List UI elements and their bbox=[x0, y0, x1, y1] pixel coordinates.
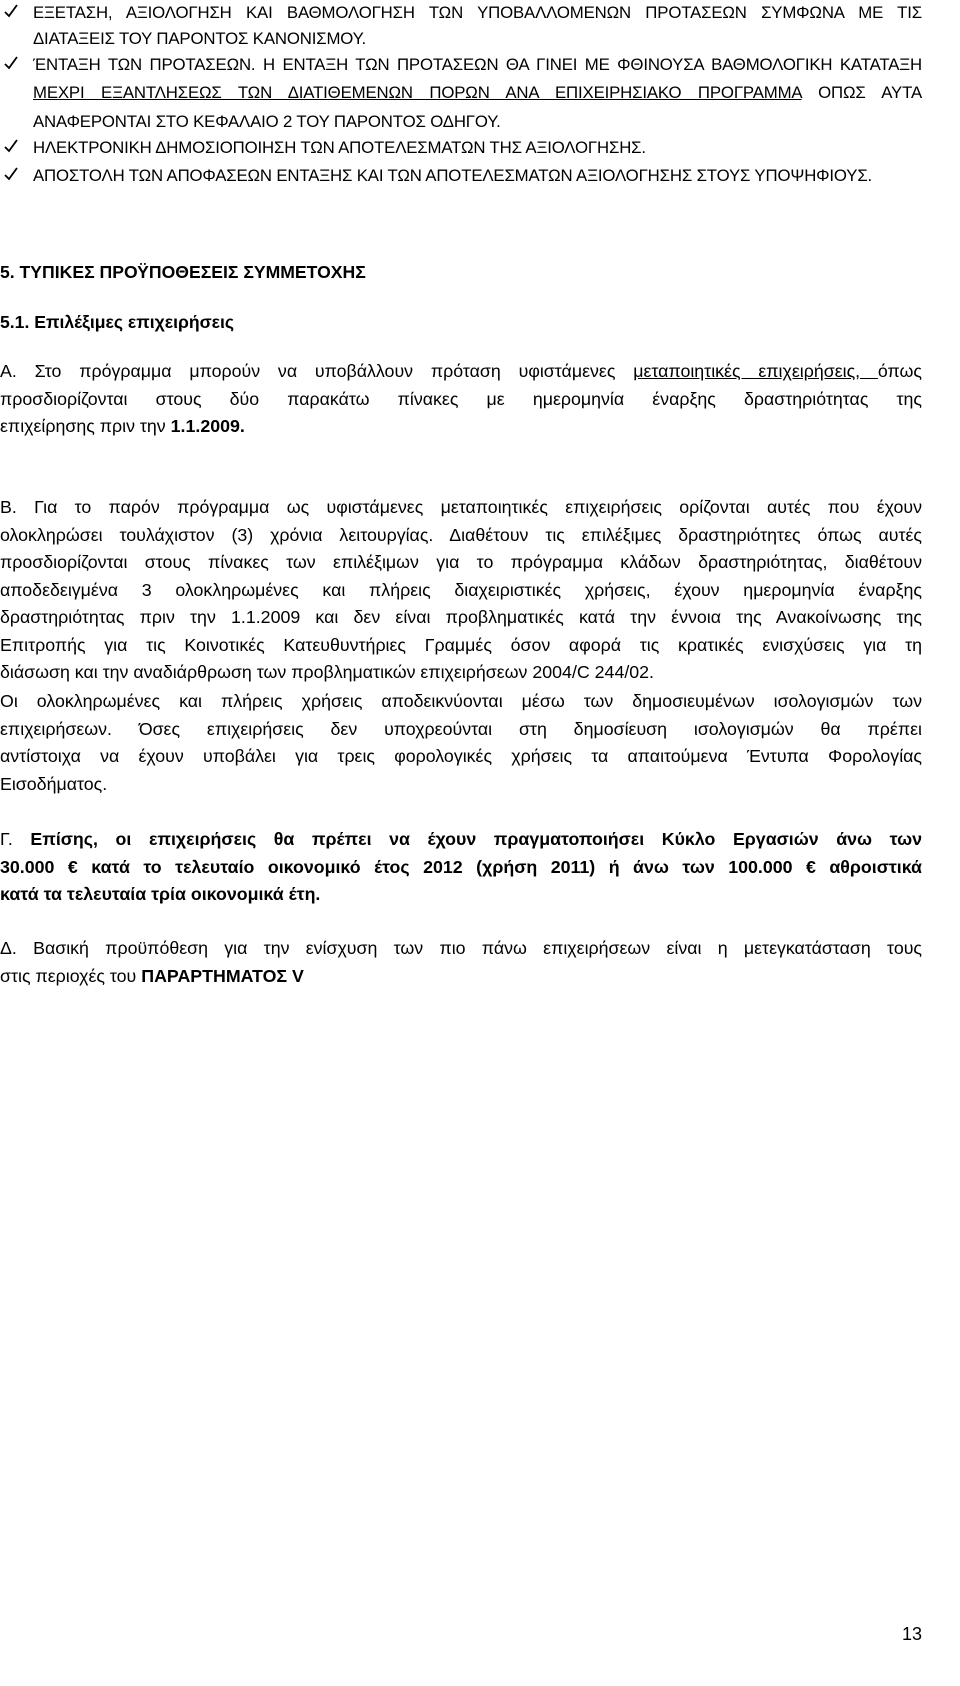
paragraph-line: Επιτροπής για τις Κοινοτικές Κατευθυντήριες Γραμμές όσον αφορά τις κρατικές ενισχύσεις για τη bbox=[0, 634, 922, 655]
bullet-text: ΑΠΟΣΤΟΛΗ ΤΩΝ ΑΠΟΦΑΣΕΩΝ ΕΝΤΑΞΗΣ ΚΑΙ ΤΩΝ ΑΠΟΤΕΛΕΣΜΑΤΩΝ ΑΞΙΟΛΟΓΗΣΗΣ ΣΤΟΥΣ ΥΠΟΨΗΦΙΟΥΣ. bbox=[33, 166, 873, 185]
paragraph-line: Δ. Βασική προϋπόθεση για την ενίσχυση των πιο πάνω επιχειρήσεων είναι η μετεγκατάσταση τους bbox=[0, 938, 922, 958]
paragraph-line: δραστηριότητας πριν την 1.1.2009 και δεν είναι προβληματικές κατά την έννοια της Ανακοίνωσης της bbox=[0, 607, 922, 627]
checkmark-icon bbox=[3, 3, 19, 19]
bold-date: 1.1.2009. bbox=[170, 416, 245, 436]
paragraph-line: Β. Για το παρόν πρόγραμμα ως υφιστάμενες μεταποιητικές επιχειρήσεις ορίζονται αυτές που έχουν bbox=[0, 497, 922, 517]
paragraph-line bbox=[0, 963, 922, 991]
text-run: όπως bbox=[877, 361, 922, 381]
bullet-text bbox=[33, 82, 922, 104]
paragraph-line: διάσωση και την αναδιάρθρωση των προβληματικών επιχειρήσεων 2004/C 244/02. bbox=[0, 662, 654, 682]
checkmark-icon bbox=[3, 55, 19, 71]
paragraph-line: κατά τα τελευταία τρία οικονομικά έτη. bbox=[0, 884, 321, 904]
underlined-text: ΜΕΧΡΙ ΕΞΑΝΤΛΗΣΕΩΣ ΤΩΝ ΔΙΑΤΙΘΕΜΕΝΩΝ ΠΟΡΩΝ ΑΝΑ ΕΠΙΧΕΙΡΗΣΙΑΚΟ ΠΡΟΓΡΑΜΜΑ bbox=[33, 83, 802, 102]
subsection-heading: 5.1. Επιλέξιμες επιχειρήσεις bbox=[0, 312, 235, 332]
section-heading: 5. ΤΥΠΙΚΕΣ ΠΡΟΫΠΟΘΕΣΕΙΣ ΣΥΜΜΕΤΟΧΗΣ bbox=[0, 262, 366, 282]
paragraph-line: προσδιορίζονται στους πίνακες των επιλέξιμων για το πρόγραμμα κλάδων δραστηριότητας, διαθέτουν bbox=[0, 552, 922, 572]
checkmark-icon bbox=[3, 166, 19, 182]
paragraph-line: προσδιορίζονται στους δύο παρακάτω πίνακες με ημερομηνία έναρξης δραστηριότητας της bbox=[0, 388, 922, 409]
paragraph-line bbox=[0, 826, 922, 854]
bold-text: ΠΑΡΑΡΤΗΜΑΤΟΣ V bbox=[141, 965, 304, 986]
bullet-text: ΑΝΑΦΕΡΟΝΤΑΙ ΣΤΟ ΚΕΦΑΛΑΙΟ 2 ΤΟΥ ΠΑΡΟΝΤΟΣ ΟΔΗΓΟΥ. bbox=[33, 112, 501, 131]
underlined-text: μεταποιητικές επιχειρήσεις, bbox=[633, 361, 878, 381]
paragraph-line: αντίστοιχα να έχουν υποβάλει για τρεις φορολογικές χρήσεις τα απαιτούμενα Έντυπα Φορολογίας bbox=[0, 746, 922, 766]
paragraph-line: 30.000 € κατά το τελευταίο οικονομικό έτος 2012 (χρήση 2011) ή άνω των 100.000 € αθροιστικά bbox=[0, 856, 922, 877]
paragraph-a bbox=[0, 358, 922, 441]
page-number: 13 bbox=[901, 1624, 922, 1644]
bullet-text-rest: ΟΠΩΣ ΑΥΤΑ bbox=[801, 83, 922, 102]
paragraph-line: επιχειρήσεων. Όσες επιχειρήσεις δεν υποχρεούνται στη δημοσίευση ισολογισμών θα πρέπει bbox=[0, 718, 922, 739]
bullet-text: ΔΙΑΤΑΞΕΙΣ ΤΟΥ ΠΑΡΟΝΤΟΣ ΚΑΝΟΝΙΣΜΟΥ. bbox=[33, 29, 367, 48]
bullet-text: ΈΝΤΑΞΗ ΤΩΝ ΠΡΟΤΑΣΕΩΝ. Η ΕΝΤΑΞΗ ΤΩΝ ΠΡΟΤΑΣΕΩΝ ΘΑ ΓΙΝΕΙ ΜΕ ΦΘΙΝΟΥΣΑ ΒΑΘΜΟΛΟΓΙΚΗ ΚΑΤΑΤΑΞΗ bbox=[33, 55, 922, 74]
text-run: Γ. bbox=[0, 829, 31, 849]
bullet-text: ΗΛΕΚΤΡΟΝΙΚΗ ΔΗΜΟΣΙΟΠΟΙΗΣΗ ΤΩΝ ΑΠΟΤΕΛΕΣΜΑΤΩΝ ΤΗΣ ΑΞΙΟΛΟΓΗΣΗΣ. bbox=[33, 138, 646, 157]
text-run: επιχείρησης πριν την bbox=[0, 416, 171, 436]
text-run: Α. Στο πρόγραμμα μπορούν να υποβάλλουν πρόταση υφιστάμενες bbox=[0, 361, 634, 381]
bullet-text: ΕΞΕΤΑΣΗ, ΑΞΙΟΛΟΓΗΣΗ ΚΑΙ ΒΑΘΜΟΛΟΓΗΣΗ ΤΩΝ ΥΠΟΒΑΛΛΟΜΕΝΩΝ ΠΡΟΤΑΣΕΩΝ ΣΥΜΦΩΝΑ ΜΕ ΤΙΣ bbox=[33, 3, 922, 22]
paragraph-d bbox=[0, 826, 922, 909]
paragraph-line: Εισοδήματος. bbox=[0, 773, 108, 794]
paragraph-line: Οι ολοκληρωμένες και πλήρεις χρήσεις αποδεικνύονται μέσω των δημοσιευμένων ισολογισμών των bbox=[0, 691, 922, 711]
paragraph-line bbox=[0, 358, 922, 386]
checkmark-icon bbox=[3, 138, 19, 154]
bold-text: Επίσης, οι επιχειρήσεις θα πρέπει να έχουν πραγματοποιήσει Κύκλο Εργασιών άνω των bbox=[30, 829, 922, 849]
paragraph-c bbox=[0, 688, 922, 798]
text-run: στις περιοχές του bbox=[0, 965, 142, 986]
paragraph-line: αποδεδειγμένα 3 ολοκληρωμένες και πλήρεις διαχειριστικές χρήσεις, έχουν ημερομηνία έναρξης bbox=[0, 579, 922, 600]
paragraph-b bbox=[0, 494, 922, 687]
paragraph-line bbox=[0, 413, 922, 441]
paragraph-line: ολοκληρώσει τουλάχιστον (3) χρόνια λειτουργίας. Διαθέτουν τις επιλέξιμες δραστηριότητες όπως αυτές bbox=[0, 524, 922, 545]
paragraph-e bbox=[0, 935, 922, 990]
